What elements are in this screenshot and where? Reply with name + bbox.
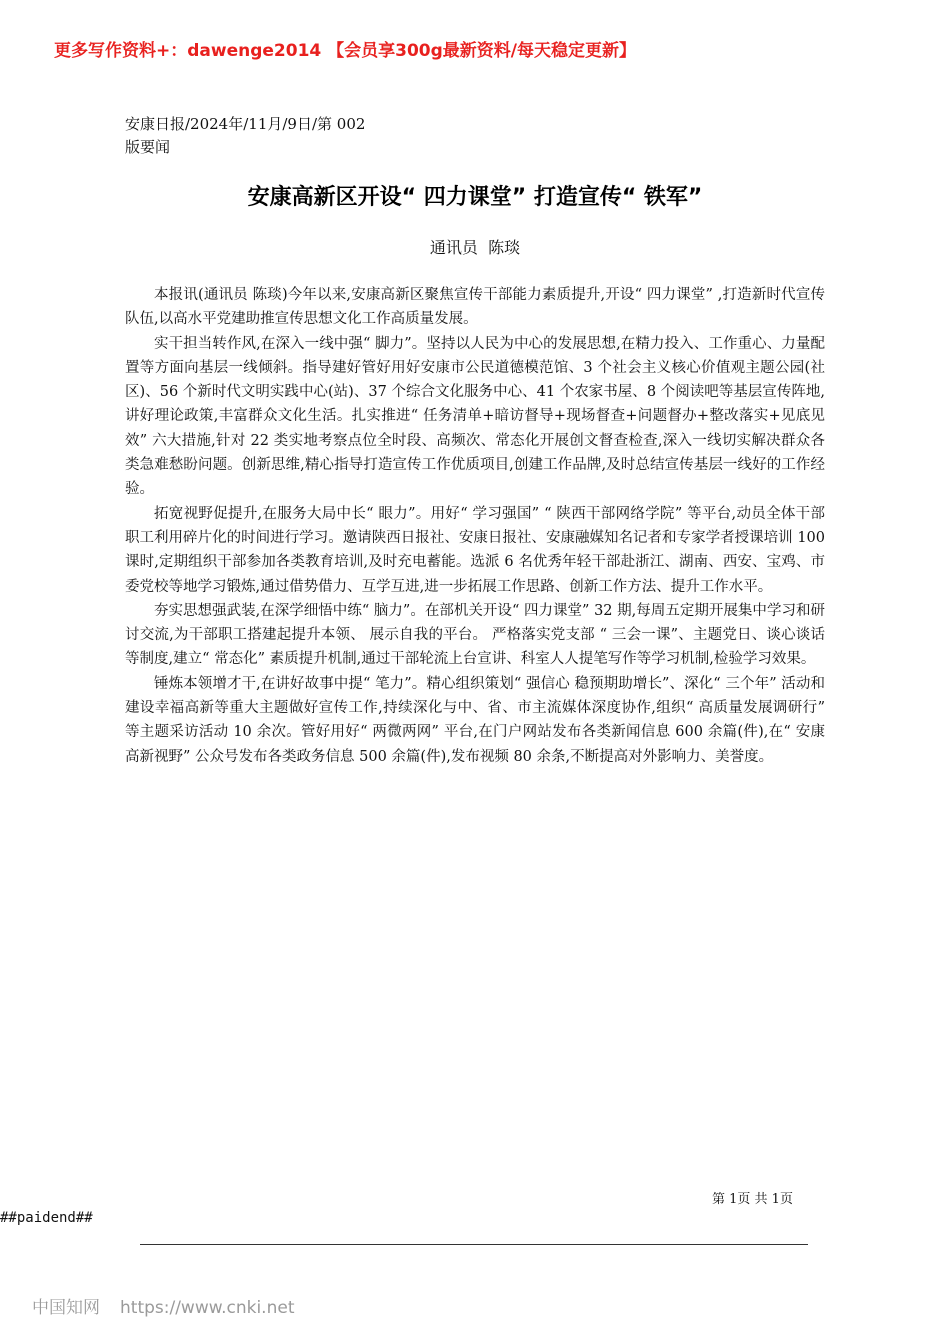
- footer-watermark: [32, 1293, 294, 1318]
- article-byline: 通讯员 陈琰: [429, 238, 521, 257]
- article-body: [125, 283, 825, 769]
- paragraph-yanli: 拓宽视野促提升,在服务大局中长“ 眼力”。用好“ 学习强国” “ 陕西干部网络学院” 等平台,动员全体干部职工利用碎片化的时间进行学习。邀请陕西日报社、安康日报社、安康融媒知名记者和专家学者授课培训 100 课时,定期组织干部参加各类教育培训,及时充电蓄能。选派 6 名优秀年轻干部赴浙江、湖南、西安、宝鸡、市委党校等地学习锻炼,通过借势借力、互学互进,进一步拓展工作思路、创新工作方法、提升工作水平。: [125, 505, 825, 595]
- source-line-1: 安康日报/2024年/11月/9日/第 002: [125, 115, 366, 133]
- paidend-marker: ##paidend##: [0, 1210, 93, 1226]
- page-indicator: 第 1页 共 1页: [712, 1192, 793, 1207]
- paragraph-intro: 本报讯(通讯员 陈琰)今年以来,安康高新区聚焦宣传干部能力素质提升,开设“ 四力课堂” ,打造新时代宣传队伍,以高水平党建助推宣传思想文化工作高质量发展。: [125, 287, 825, 328]
- cnki-brand: 中国知网: [32, 1298, 100, 1318]
- cnki-url[interactable]: https://www.cnki.net: [120, 1298, 295, 1318]
- paragraph-jiaoli: 实干担当转作风,在深入一线中强“ 脚力”。坚持以人民为中心的发展思想,在精力投入、工作重心、力量配置等方面向基层一线倾斜。指导建好管好用好安康市公民道德模范馆、3 个社会主义核心价值观主题公园(社区)、56 个新时代文明实践中心(站)、37 个综合文化服务中心、41 个农家书屋、8 个阅读吧等基层宣传阵地,讲好理论政策,丰富群众文化生活。扎实推进“ 任务清单+暗访督导+现场督查+问题督办+整改落实+见底见效” 六大措施,针对 22 类实地考察点位全时段、高频次、常态化开展创文督查检查,深入一线切实解决群众各类急难愁盼问题。创新思维,精心指导打造宣传工作优质项目,创建工作品牌,及时总结宣传基层一线好的工作经验。: [125, 335, 825, 498]
- source-line-2: 版要闻: [125, 138, 171, 156]
- paragraph-naoli: 夯实思想强武装,在深学细悟中练“ 脑力”。在部机关开设“ 四力课堂” 32 期,每周五定期开展集中学习和研讨交流,为干部职工搭建起提升本领、 展示自我的平台。 严格落实党支部 “ 三会一课”、主题党日、谈心谈话等制度,建立“ 常态化” 素质提升机制,通过干部轮流上台宣讲、科室人人提笔写作等学习机制,检验学习效果。: [125, 602, 825, 668]
- article-source: [125, 113, 425, 159]
- promo-banner: 更多写作资料+：dawenge2014 【会员享300g最新资料/每天稳定更新】: [54, 41, 637, 61]
- footer-divider: [140, 1244, 808, 1245]
- article-title: 安康高新区开设“ 四力课堂” 打造宣传“ 铁军”: [247, 185, 703, 210]
- paragraph-bili: 锤炼本领增才干,在讲好故事中提“ 笔力”。精心组织策划“ 强信心 稳预期助增长”、深化“ 三个年” 活动和建设幸福高新等重大主题做好宣传工作,持续深化与中、省、市主流媒体深度协作,组织“ 高质量发展调研行” 等主题采访活动 10 余次。管好用好“ 两微两网” 平台,在门户网站发布各类新闻信息 600 余篇(件),在“ 安康高新视野” 公众号发布各类政务信息 500 余篇(件),发布视频 80 余条,不断提高对外影响力、美誉度。: [125, 675, 825, 765]
